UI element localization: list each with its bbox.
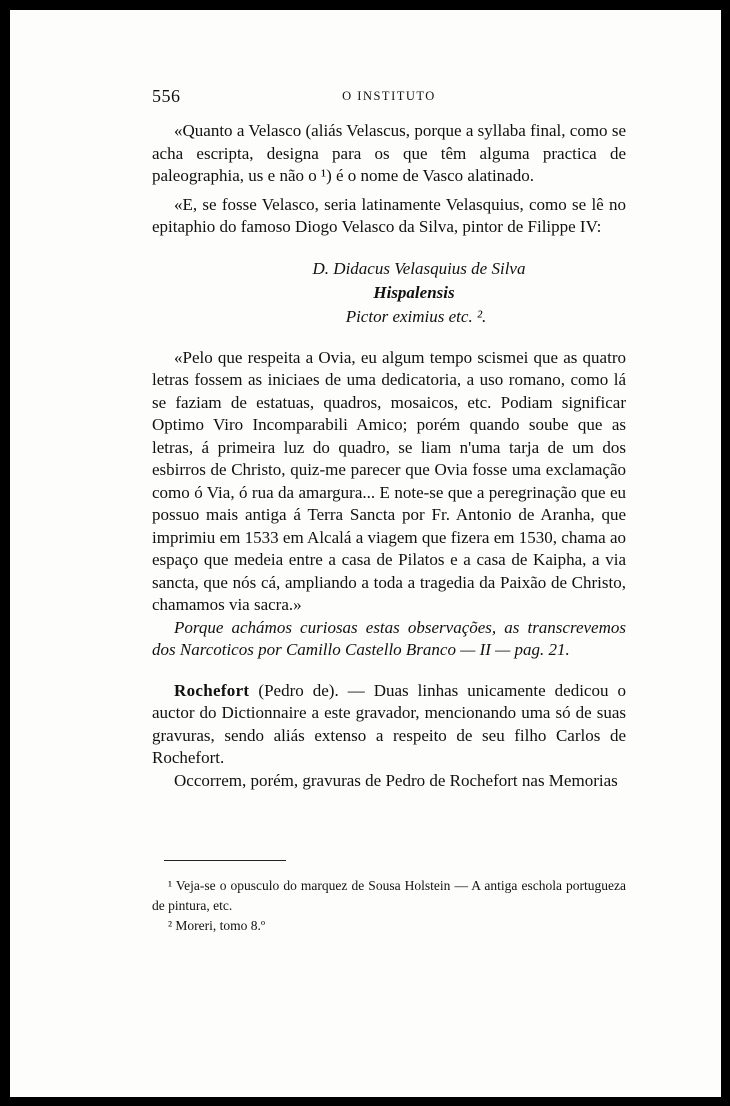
paragraph-velasco: «Quanto a Velasco (aliás Velascus, porque a syllaba final, como se acha escripta, designa para os que têm alguma practica de paleographia, us e não o ¹) é o nome de Vasco alatinado. bbox=[152, 121, 626, 185]
body-text bbox=[152, 120, 626, 792]
verse-line-3: Pictor eximius etc. ². bbox=[345, 306, 487, 326]
running-title: O INSTITUTO bbox=[342, 89, 436, 103]
entry-heading: Rochefort bbox=[174, 680, 250, 700]
paragraph-memorias: Occorrem, porém, gravuras de Pedro de Rochefort nas Memorias bbox=[174, 770, 618, 790]
footnote-1: ¹ Veja-se o opusculo do marquez de Sousa Holstein — A antiga eschola portugueza de pintura, etc. bbox=[152, 878, 626, 913]
paragraph-velasquius: «E, se fosse Velasco, seria latinamente Velasquius, como se lê no epitaphio do famoso Diogo Velasco da Silva, pintor de Filippe IV: bbox=[152, 194, 626, 236]
footnote-divider bbox=[164, 860, 286, 861]
epitaph-verse bbox=[152, 257, 626, 329]
footnotes bbox=[152, 876, 626, 936]
footnote-2: ² Moreri, tomo 8.º bbox=[168, 918, 266, 933]
page-number: 556 bbox=[152, 86, 181, 106]
paragraph-rochefort bbox=[152, 680, 626, 770]
verse-line-1: D. Didacus Velasquius de Silva bbox=[312, 258, 526, 278]
verse-line-2: Hispalensis bbox=[373, 282, 455, 302]
paragraph-ovia: «Pelo que respeita a Ovia, eu algum tempo scismei que as quatro letras fossem as iniciaes de uma dedicatoria, a uso romano, como lá se faziam de estatuas, quadros, mosaicos, etc. Podiam significar Optimo Viro Incomparabili Amico; porém quando soube que as letras, á primeira luz do quadro, se liam n'uma tarja de um dos esbirros de Christo, quiz-me parecer que Ovia fosse uma exclamação como ó Via, ó rua da amargura... E note-se que a peregrinação que eu possuo mais antiga á Terra Sancta por Fr. Antonio de Aranha, que imprimiu em 1533 em Alcalá a viagem que fizera em 1530, chama ao espaço que medeia entre a casa de Pilatos e a casa de Kaipha, a via sancta, que nós cá, ampliando a toda a tragedia da Paixão de Christo, chamamos via sacra.» bbox=[152, 347, 626, 614]
entry-text: (Pedro de). — Duas linhas unicamente dedicou o auctor do Dictionnaire a este gravador, mencionando uma só de suas gravuras, sendo aliás extenso a respeito de seu filho Carlos de Rochefort. bbox=[152, 680, 626, 767]
page-header bbox=[152, 84, 626, 110]
source-citation: Porque achámos curiosas estas observações, as transcrevemos dos Narcoticos por Camillo Castello Branco — II — pag. 21. bbox=[152, 617, 626, 659]
paragraph-source bbox=[152, 617, 626, 662]
